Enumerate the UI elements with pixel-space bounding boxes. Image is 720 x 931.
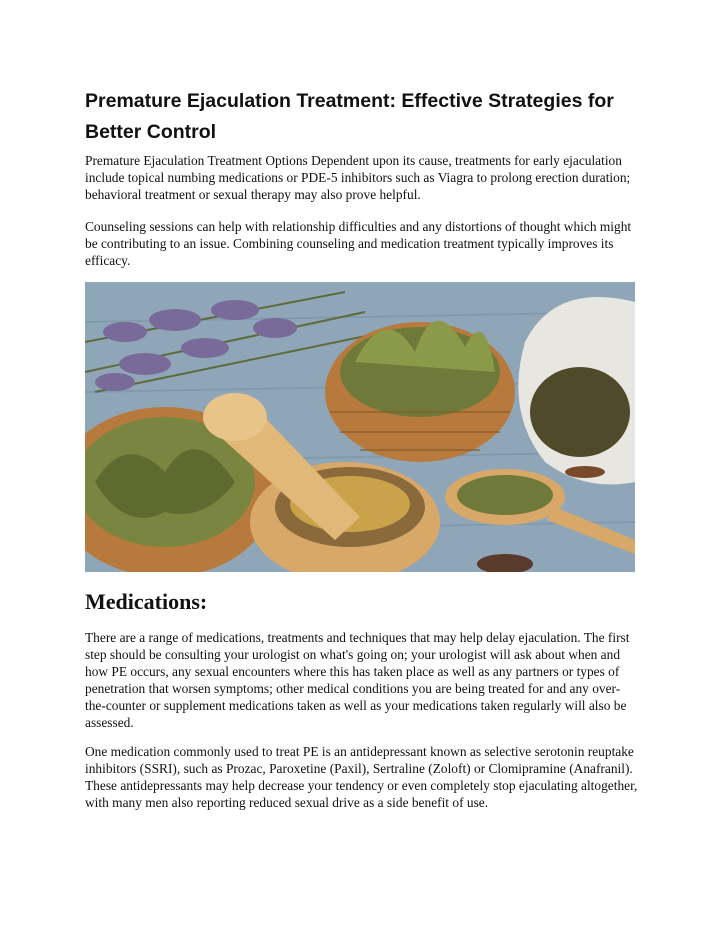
section-heading: Medications:: [85, 589, 208, 614]
section-paragraph-1: There are a range of medications, treatments and techniques that may help delay ejaculation. The first step should be consulting your urologist on what's going on; your urologist will ask about when and how PE occurs, any sexual encounters where this has taken place as well as any partners or types of penetration that worsen symptoms; other medical conditions you are being treated for and any over-the-counter or supplement medications taken as well as your medications taken regularly will also be assessed.: [85, 630, 630, 730]
herbs-photo: [85, 282, 635, 572]
article-title: Premature Ejaculation Treatment: Effective Strategies for Better Control: [85, 90, 614, 143]
intro-paragraph-2: Counseling sessions can help with relationship difficulties and any distortions of thought which might be contributing to an issue. Combining counseling and medication treatment typically improves its efficacy.: [85, 219, 632, 268]
section-paragraph-2: One medication commonly used to treat PE is an antidepressant known as selective serotonin reuptake inhibitors (SSRI), such as Prozac, Paroxetine (Paxil), Sertraline (Zoloft) or Clomipramine (Anafranil). These antidepressants may help decrease your tendency or even completely stop ejaculating altogether, with many men also reporting reduced sexual drive as a side benefit of use.: [85, 744, 638, 810]
intro-paragraph-1: Premature Ejaculation Treatment Options Dependent upon its cause, treatments for early ejaculation include topical numbing medications or PDE-5 inhibitors such as Viagra to prolong erection duration; behavioral treatment or sexual therapy may also prove helpful.: [85, 153, 631, 202]
